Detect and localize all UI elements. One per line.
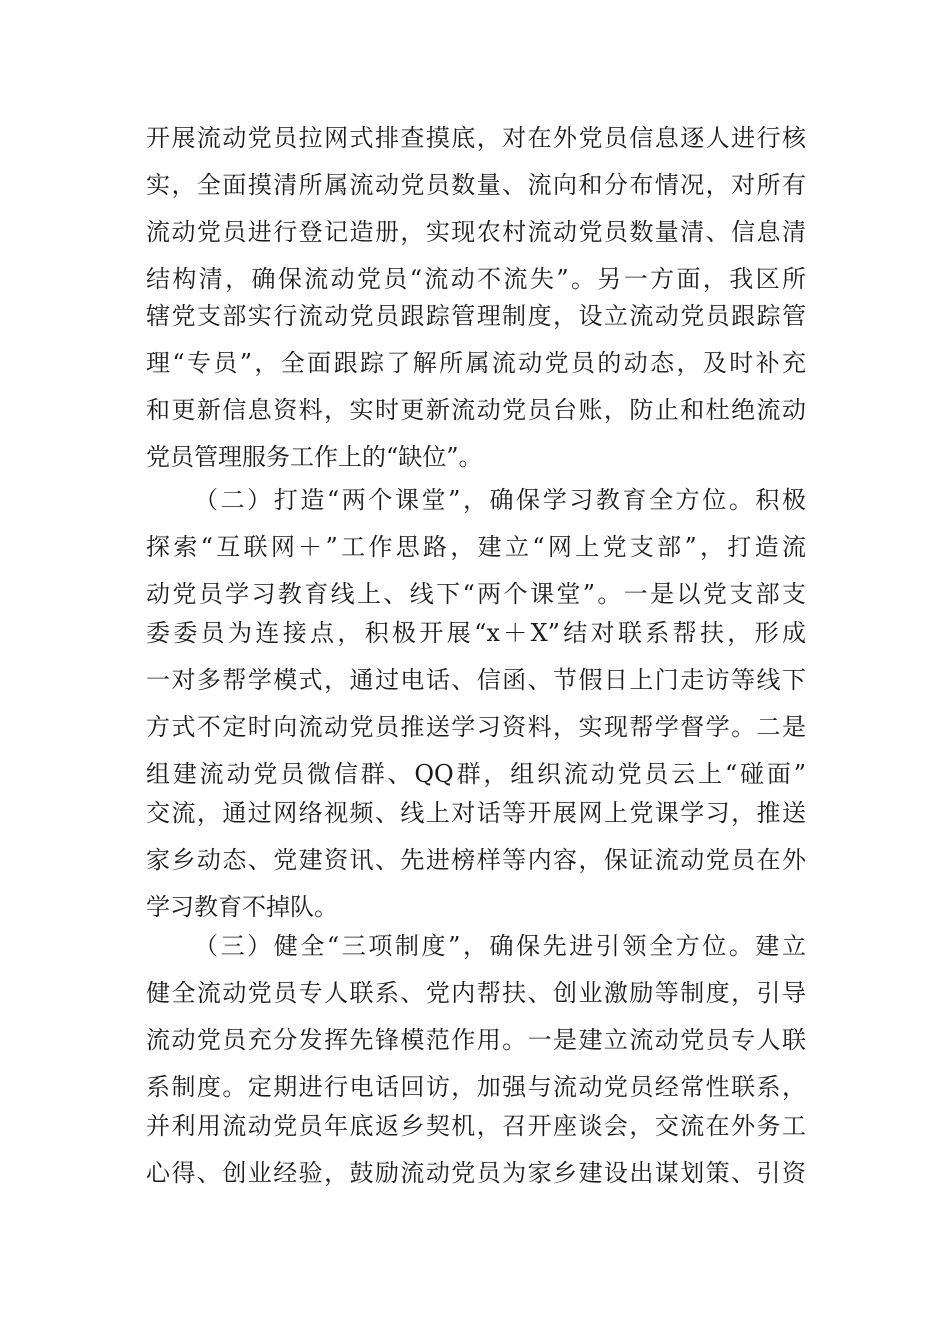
text-line: 心得、创业经验，鼓励流动党员为家乡建设出谋划策、引资 (146, 1159, 806, 1187)
text-line: 学习教育不掉队。 (146, 893, 338, 921)
text-line: 探索“互联网＋”工作思路，建立“网上党支部”，打造流 (146, 533, 806, 561)
text-line: 开展流动党员拉网式排查摸底，对在外党员信息逐人进行核 (146, 124, 806, 152)
text-line: 家乡动态、党建资讯、先进榜样等内容，保证流动党员在外 (146, 846, 806, 874)
text-line: 和更新信息资料，实时更新流动党员台账，防止和杜绝流动 (146, 396, 806, 424)
text-line: 流动党员进行登记造册，实现农村流动党员数量清、信息清 (146, 218, 806, 246)
text-line: 方式不定时向流动党员推送学习资料，实现帮学督学。二是 (146, 713, 806, 741)
text-line: 理“专员”，全面跟踪了解所属流动党员的动态，及时补充 (146, 349, 806, 377)
text-line: 党员管理服务工作上的“缺位”。 (146, 443, 483, 471)
text-line: 交流，通过网络视频、线上对话等开展网上党课学习，推送 (146, 799, 806, 827)
text-line: 一对多帮学模式，通过电话、信函、节假日上门走访等线下 (146, 666, 806, 694)
paragraph-heading-line: （三）健全“三项制度”，确保先进引领全方位。建立 (194, 932, 806, 960)
text-line: 系制度。定期进行电话回访，加强与流动党员经常性联系， (146, 1073, 806, 1101)
text-line: 组建流动党员微信群、QQ群，组织流动党员云上“碰面” (146, 760, 806, 788)
text-line: 辖党支部实行流动党员跟踪管理制度，设立流动党员跟踪管 (146, 302, 806, 330)
text-line: 流动党员充分发挥先锋模范作用。一是建立流动党员专人联 (146, 1026, 806, 1054)
text-line: 实，全面摸清所属流动党员数量、流向和分布情况，对所有 (146, 171, 806, 199)
text-line: 结构清，确保流动党员“流动不流失”。另一方面，我区所 (146, 265, 806, 293)
text-line: 委委员为连接点，积极开展“x＋X”结对联系帮扶，形成 (146, 619, 806, 647)
paragraph-heading-line: （二）打造“两个课堂”，确保学习教育全方位。积极 (194, 486, 806, 514)
text-line: 健全流动党员专人联系、党内帮扶、创业激励等制度，引导 (146, 979, 806, 1007)
text-line: 动党员学习教育线上、线下“两个课堂”。一是以党支部支 (146, 580, 806, 608)
text-line: 并利用流动党员年底返乡契机，召开座谈会，交流在外务工 (146, 1112, 806, 1140)
